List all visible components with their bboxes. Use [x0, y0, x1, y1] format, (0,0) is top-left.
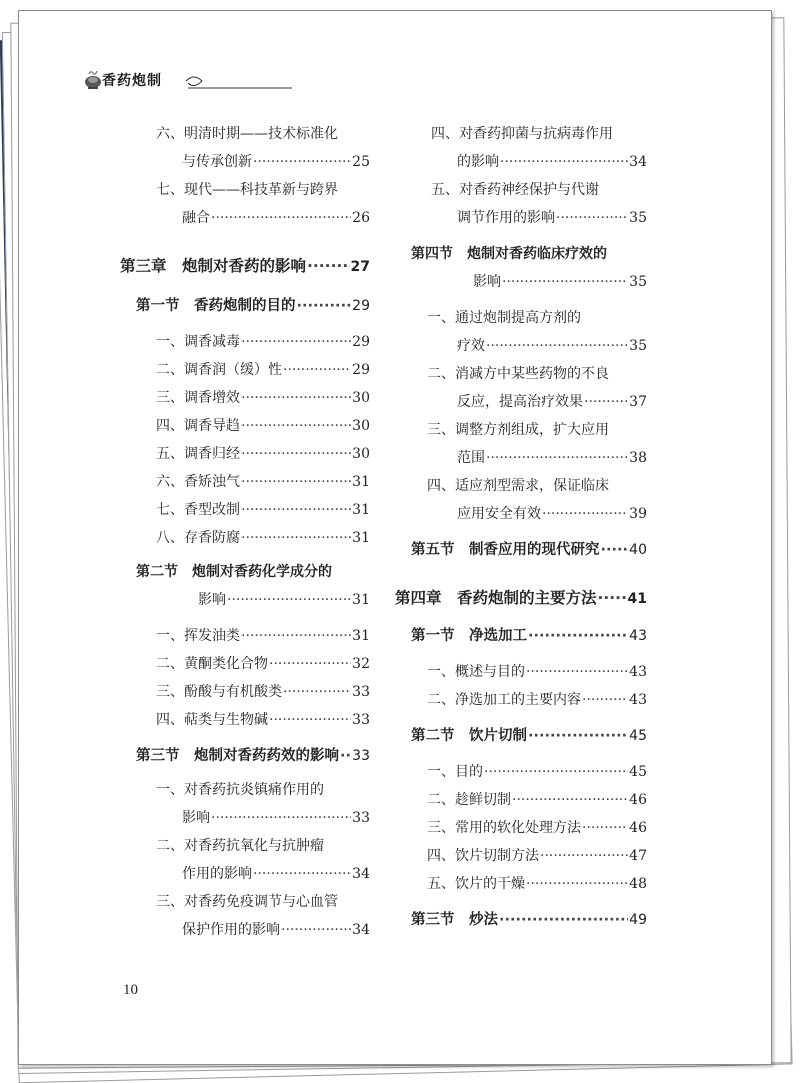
toc-entry-line	[457, 332, 647, 360]
leader-dots	[556, 204, 628, 232]
leader-dots	[297, 292, 352, 320]
toc-entry-text: 疗效	[457, 338, 485, 354]
leader-dots	[253, 148, 351, 176]
toc-entry-text: 保护作用的影响	[182, 922, 280, 938]
toc-entry-text: 反应，提高治疗效果	[457, 394, 583, 410]
toc-entry-text: 一、概述与目的	[427, 664, 525, 680]
toc-page-number: 35	[629, 338, 647, 354]
toc-page-number: 41	[627, 591, 647, 607]
section-title: 第二节 炮制对香药化学成分的	[136, 564, 332, 580]
toc-page-number: 31	[352, 530, 370, 546]
toc-entry-text: 二、趁鲜切制	[427, 792, 511, 808]
toc-entry	[427, 658, 647, 686]
toc-section	[411, 622, 647, 650]
leader-dots	[584, 388, 628, 416]
toc-entry-text: 四、适应剂型需求，保证临床	[427, 478, 609, 494]
leader-dots	[227, 586, 351, 614]
toc-entry-line	[182, 148, 370, 176]
toc-page-number: 33	[352, 810, 370, 826]
toc-section	[136, 742, 370, 770]
leader-dots	[486, 444, 628, 472]
leader-dots	[340, 742, 351, 770]
toc-entry-text: 七、现代——科技革新与跨界	[156, 182, 338, 198]
leader-dots	[253, 860, 351, 888]
toc-entry	[156, 832, 370, 888]
toc-entry-text: 三、调整方剂组成，扩大应用	[427, 422, 609, 438]
leader-dots	[283, 356, 351, 384]
leader-dots	[211, 204, 351, 232]
toc-entry	[156, 384, 370, 412]
leader-dots	[486, 332, 628, 360]
toc-page-number: 30	[352, 390, 370, 406]
toc-entry	[156, 328, 370, 356]
toc-entry	[156, 650, 370, 678]
toc-entry-text: 五、对香药神经保护与代谢	[431, 182, 599, 198]
leader-dots	[528, 722, 628, 750]
toc-section	[411, 906, 647, 934]
toc-entry-text: 一、通过炮制提高方剂的	[427, 310, 581, 326]
section-items-list	[156, 622, 370, 734]
section-title: 第三节 炮制对香药药效的影响	[136, 748, 339, 764]
toc-entry-text: 影响	[182, 810, 210, 826]
toc-entry-text: 七、香型改制	[156, 502, 240, 518]
leader-dots	[241, 524, 351, 552]
toc-page-number: 29	[352, 362, 370, 378]
toc-entry	[427, 870, 647, 898]
section-items-list	[427, 304, 647, 528]
toc-section	[411, 536, 647, 564]
toc-page-number: 48	[629, 876, 647, 892]
toc-section	[411, 722, 647, 750]
leader-dots	[269, 706, 351, 734]
toc-right-column	[395, 120, 647, 934]
toc-entry-text: 四、调香导趋	[156, 418, 240, 434]
leader-dots	[269, 650, 351, 678]
toc-entry	[427, 416, 647, 472]
leader-dots	[526, 870, 628, 898]
leader-dots	[502, 268, 628, 296]
toc-entry-text: 四、饮片切制方法	[427, 848, 539, 864]
toc-page-number: 46	[629, 820, 647, 836]
toc-page-number: 31	[352, 474, 370, 490]
toc-entry-text: 与传承创新	[182, 154, 252, 170]
toc-section	[136, 558, 370, 614]
section-items-list	[427, 658, 647, 714]
section-title: 第一节 净选加工	[411, 628, 527, 644]
section-title: 第三节 炒法	[411, 912, 498, 928]
leader-dots	[542, 500, 628, 528]
toc-entry	[156, 356, 370, 384]
chapter-title: 第四章 香药炮制的主要方法	[395, 589, 597, 607]
toc-entry-line	[198, 586, 370, 614]
toc-page-number: 47	[629, 848, 647, 864]
toc-entry-text: 八、存香防腐	[156, 530, 240, 546]
toc-entry-text: 二、调香润（缓）性	[156, 362, 282, 378]
toc-page-number: 29	[352, 334, 370, 350]
toc-entry	[431, 176, 647, 232]
leader-dots	[241, 328, 351, 356]
chapter-title: 第三章 炮制对香药的影响	[120, 257, 307, 275]
toc-page-number: 43	[629, 628, 647, 644]
toc-entry	[156, 706, 370, 734]
toc-entry	[427, 842, 647, 870]
toc-entry-text: 范围	[457, 450, 485, 466]
toc-entry	[427, 686, 647, 714]
toc-entry-text: 四、萜类与生物碱	[156, 712, 268, 728]
toc-entry	[427, 472, 647, 528]
header-swirl-ornament	[184, 72, 294, 90]
toc-entry	[156, 524, 370, 552]
section-items-list	[427, 758, 647, 898]
toc-entry	[156, 440, 370, 468]
toc-entry	[427, 360, 647, 416]
toc-entry	[427, 786, 647, 814]
leader-dots	[582, 814, 628, 842]
toc-entry	[156, 622, 370, 650]
leader-dots	[499, 906, 628, 934]
section-title: 第一节 香药炮制的目的	[136, 298, 296, 314]
toc-chapter	[395, 584, 647, 612]
toc-page-number: 40	[629, 542, 647, 558]
toc-entry-text: 融合	[182, 210, 210, 226]
toc-page-number: 33	[352, 684, 370, 700]
leader-dots	[241, 468, 351, 496]
page-number: 10	[123, 982, 138, 998]
section-title: 第四节 炮制对香药临床疗效的	[411, 246, 607, 262]
toc-entry-text: 三、对香药免疫调节与心血管	[156, 894, 338, 910]
toc-page-number: 35	[629, 274, 647, 290]
toc-entry-text: 影响	[198, 592, 226, 608]
toc-section	[136, 292, 370, 320]
toc-entry-text: 一、对香药抗炎镇痛作用的	[156, 782, 324, 798]
toc-page-number: 35	[629, 210, 647, 226]
toc-entry	[156, 496, 370, 524]
leader-dots	[484, 758, 628, 786]
toc-entry-text: 六、香矫浊气	[156, 474, 240, 490]
toc-entry-text: 三、调香增效	[156, 390, 240, 406]
toc-entry-text: 四、对香药抑菌与抗病毒作用	[431, 126, 613, 142]
toc-entry-line	[473, 268, 647, 296]
toc-entry-text: 一、目的	[427, 764, 483, 780]
header-title: 香药炮制	[102, 73, 162, 89]
toc-entry	[156, 412, 370, 440]
toc-page-number: 34	[352, 866, 370, 882]
toc-page-number: 31	[352, 628, 370, 644]
leader-dots	[211, 804, 351, 832]
toc-entry-text: 作用的影响	[182, 866, 252, 882]
leader-dots	[241, 440, 351, 468]
toc-entry-text: 应用安全有效	[457, 506, 541, 522]
toc-page-number: 25	[352, 154, 370, 170]
toc-entry	[427, 758, 647, 786]
toc-entry-text: 三、常用的软化处理方法	[427, 820, 581, 836]
leader-dots	[500, 148, 628, 176]
toc-page-number: 45	[629, 764, 647, 780]
toc-entry	[156, 120, 370, 176]
toc-entry-text: 三、酚酸与有机酸类	[156, 684, 282, 700]
section-title: 第五节 制香应用的现代研究	[411, 542, 600, 558]
incense-burner-icon	[82, 68, 104, 90]
leader-dots	[241, 622, 351, 650]
toc-entry-text: 调节作用的影响	[457, 210, 555, 226]
toc-entry-text: 影响	[473, 274, 501, 290]
toc-section	[411, 240, 647, 296]
toc-page-number: 45	[629, 728, 647, 744]
leader-dots	[283, 678, 351, 706]
leader-dots	[512, 786, 628, 814]
toc-entry	[156, 776, 370, 832]
leader-dots	[241, 384, 351, 412]
toc-entry-text: 六、明清时期——技术标准化	[156, 126, 338, 142]
leader-dots	[601, 536, 629, 564]
toc-entry-line	[182, 860, 370, 888]
toc-entry-text: 一、调香减毒	[156, 334, 240, 350]
toc-entry	[156, 888, 370, 944]
toc-page-number: 34	[629, 154, 647, 170]
leader-dots	[307, 252, 350, 280]
toc-entry-line	[182, 916, 370, 944]
toc-page-number: 43	[629, 692, 647, 708]
toc-page-number: 43	[629, 664, 647, 680]
leader-dots	[241, 496, 351, 524]
toc-entry-text: 二、净选加工的主要内容	[427, 692, 581, 708]
toc-entry-text: 二、对香药抗氧化与抗肿瘤	[156, 838, 324, 854]
toc-page-number: 29	[352, 298, 370, 314]
toc-page-number: 31	[352, 592, 370, 608]
toc-entry-line	[457, 148, 647, 176]
toc-entry-text: 二、黄酮类化合物	[156, 656, 268, 672]
toc-page-number: 30	[352, 418, 370, 434]
toc-entry-text: 一、挥发油类	[156, 628, 240, 644]
section-items-list	[156, 776, 370, 944]
toc-left-column	[120, 120, 370, 944]
toc-entry-text: 的影响	[457, 154, 499, 170]
toc-entry-line	[457, 500, 647, 528]
toc-entry	[156, 678, 370, 706]
section-title: 第二节 饮片切制	[411, 728, 527, 744]
toc-page-number: 39	[629, 506, 647, 522]
toc-entry-line	[182, 204, 370, 232]
leader-dots	[526, 658, 628, 686]
toc-chapter	[120, 252, 370, 280]
toc-page-number: 37	[629, 394, 647, 410]
toc-entry-text: 五、饮片的干燥	[427, 876, 525, 892]
toc-page-number: 26	[352, 210, 370, 226]
toc-page-number: 33	[352, 712, 370, 728]
toc-page-number: 30	[352, 446, 370, 462]
toc-page-number: 49	[629, 912, 647, 928]
toc-page-number: 27	[350, 259, 370, 275]
toc-page-number: 32	[352, 656, 370, 672]
section-items-list	[156, 328, 370, 552]
toc-entry-line	[457, 444, 647, 472]
toc-entry	[427, 304, 647, 360]
leader-dots	[241, 412, 351, 440]
leader-dots	[540, 842, 628, 870]
toc-entry-text: 五、调香归经	[156, 446, 240, 462]
leader-dots	[528, 622, 628, 650]
toc-entry	[427, 814, 647, 842]
toc-page-number: 46	[629, 792, 647, 808]
leader-dots	[582, 686, 628, 714]
toc-entry	[156, 176, 370, 232]
toc-entry	[156, 468, 370, 496]
toc-entry-text: 二、消减方中某些药物的不良	[427, 366, 609, 382]
toc-page-number: 33	[352, 748, 370, 764]
toc-entry-line	[457, 204, 647, 232]
toc-entry-line	[182, 804, 370, 832]
toc-page-number: 38	[629, 450, 647, 466]
toc-entry-line	[457, 388, 647, 416]
leader-dots	[598, 584, 627, 612]
toc-page-number: 34	[352, 922, 370, 938]
toc-page-number: 31	[352, 502, 370, 518]
toc-entry	[431, 120, 647, 176]
leader-dots	[281, 916, 351, 944]
